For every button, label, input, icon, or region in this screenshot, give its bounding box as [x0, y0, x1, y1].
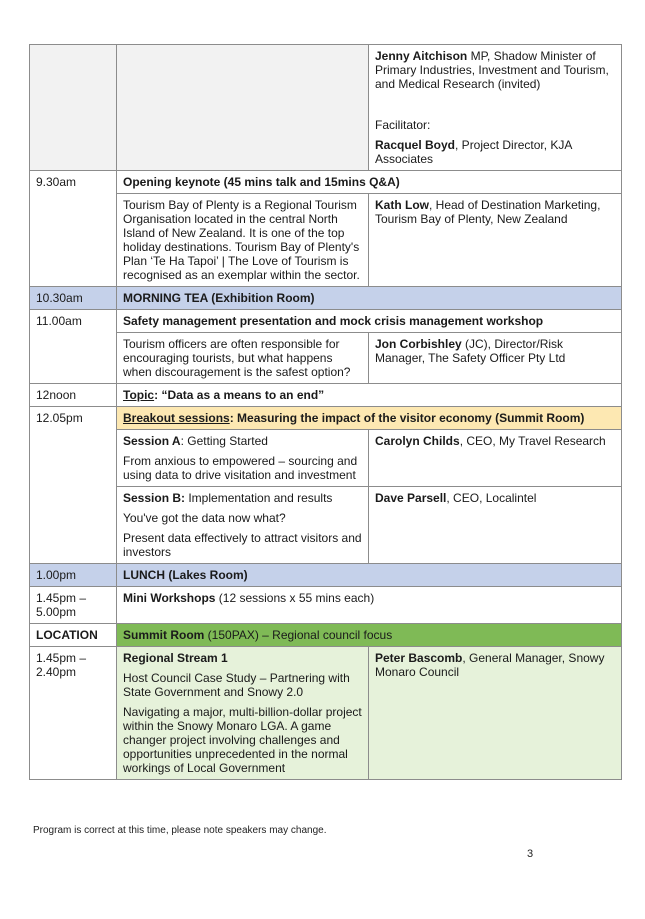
speaker-role: , CEO, My Travel Research: [459, 434, 606, 448]
speaker-role: , General Manager, Snowy Monaro Council: [375, 651, 605, 679]
keynote-title-row: [30, 171, 622, 194]
mini-workshops-row: [30, 587, 622, 624]
session-a-row: [30, 430, 622, 487]
safety-time: 11.00am: [30, 310, 117, 384]
speaker-name: Jon Corbishley: [375, 337, 462, 351]
safety-title-row: [30, 310, 622, 333]
location-row: [30, 624, 622, 647]
session-a-label: Session A: [123, 434, 181, 448]
desc-cell-empty: [117, 45, 369, 171]
session-b-description-1: You've got the data now what?: [123, 511, 286, 525]
breakout-time: 12.05pm: [30, 407, 117, 564]
regional-stream-subtitle: Host Council Case Study – Partnering with State Government and Snowy 2.0: [123, 671, 350, 699]
mini-workshops-cell: [117, 587, 622, 624]
session-a-title: : Getting Started: [180, 434, 268, 448]
lunch-time: 1.00pm: [30, 564, 117, 587]
speaker-name: Carolyn Childs: [375, 434, 460, 448]
program-table: [29, 44, 622, 780]
mini-workshops-detail: (12 sessions x 55 mins each): [215, 591, 375, 605]
session-b-description-2: Present data effectively to attract visitors and investors: [123, 531, 362, 559]
breakout-title-row: [30, 407, 622, 430]
session-b-speaker: [369, 487, 622, 564]
speaker-name: Dave Parsell: [375, 491, 447, 505]
session-b-label: Session B:: [123, 491, 186, 505]
keynote-detail-row: [30, 194, 622, 287]
safety-description: Tourism officers are often responsible for encouraging tourists, but what happens when discouragement is the safest option?: [117, 333, 369, 384]
morning-tea-row: [30, 287, 622, 310]
speaker-name: Jenny Aitchison: [375, 49, 468, 63]
topic-cell: [117, 384, 622, 407]
session-b-cell: [117, 487, 369, 564]
regional-stream-row: [30, 647, 622, 780]
lunch-title: LUNCH (Lakes Room): [117, 564, 622, 587]
speaker-name: Peter Bascomb: [375, 651, 463, 665]
speaker-cell: [369, 45, 622, 171]
location-detail: (150PAX) – Regional council focus: [204, 628, 393, 642]
morning-tea-title: MORNING TEA (Exhibition Room): [117, 287, 622, 310]
topic-label: Topic: [123, 388, 155, 402]
time-cell-empty: [30, 45, 117, 171]
location-cell: [117, 624, 622, 647]
session-a-description: From anxious to empowered – sourcing and using data to drive visitation and investment: [123, 454, 358, 482]
speaker-role: , CEO, Localintel: [446, 491, 537, 505]
breakout-title-cell: [117, 407, 622, 430]
session-b-title: Implementation and results: [185, 491, 333, 505]
speakers-row: [30, 45, 622, 171]
regional-stream-title: Regional Stream 1: [123, 651, 228, 665]
safety-detail-row: [30, 333, 622, 384]
facilitator-label: Facilitator:: [375, 118, 431, 132]
keynote-time: 9.30am: [30, 171, 117, 287]
safety-title: Safety management presentation and mock crisis management workshop: [117, 310, 622, 333]
location-room: Summit Room: [123, 628, 205, 642]
regional-stream-cell: [117, 647, 369, 780]
session-a-speaker: [369, 430, 622, 487]
breakout-title: : Measuring the impact of the visitor economy (Summit Room): [229, 411, 585, 425]
speaker-name: Kath Low: [375, 198, 429, 212]
mini-workshops-title: Mini Workshops: [123, 591, 216, 605]
topic-row: [30, 384, 622, 407]
session-b-row: [30, 487, 622, 564]
keynote-title: Opening keynote (45 mins talk and 15mins Q&A): [117, 171, 622, 194]
regional-stream-speaker: [369, 647, 622, 780]
topic-title: : “Data as a means to an end”: [154, 388, 325, 402]
speaker-role: , Head of Destination Marketing, Tourism Bay of Plenty, New Zealand: [375, 198, 601, 226]
location-label: LOCATION: [30, 624, 117, 647]
breakout-label: Breakout sessions: [123, 411, 230, 425]
speaker-role: MP, Shadow Minister of Primary Industries, Investment and Tourism, and Medical Research (invited): [375, 49, 609, 91]
session-a-cell: [117, 430, 369, 487]
speaker-role: (JC), Director/Risk Manager, The Safety Officer Pty Ltd: [375, 337, 566, 365]
page-number: 3: [527, 848, 534, 860]
morning-tea-time: 10.30am: [30, 287, 117, 310]
regional-stream-description: Navigating a major, multi-billion-dollar project within the Snowy Monaro LGA. A game changer project involving challenges and opportunities unprecedented in the normal workings of Local Government: [123, 705, 362, 775]
footer-note: Program is correct at this time, please note speakers may change.: [33, 825, 327, 836]
keynote-description: Tourism Bay of Plenty is a Regional Tourism Organisation located in the central North Island of New Zealand. It is one of the top holiday destinations. Tourism Bay of Plenty's Plan ‘Te Ha Tapoi’ | The Love of Tourism is recognised as an exemplar within the sector.: [117, 194, 369, 287]
keynote-speaker: [369, 194, 622, 287]
regional-stream-time: 1.45pm – 2.40pm: [30, 647, 117, 780]
mini-workshops-time: 1.45pm – 5.00pm: [30, 587, 117, 624]
safety-speaker: [369, 333, 622, 384]
facilitator-role: , Project Director, KJA Associates: [375, 138, 572, 166]
topic-time: 12noon: [30, 384, 117, 407]
lunch-row: [30, 564, 622, 587]
facilitator-name: Racquel Boyd: [375, 138, 456, 152]
